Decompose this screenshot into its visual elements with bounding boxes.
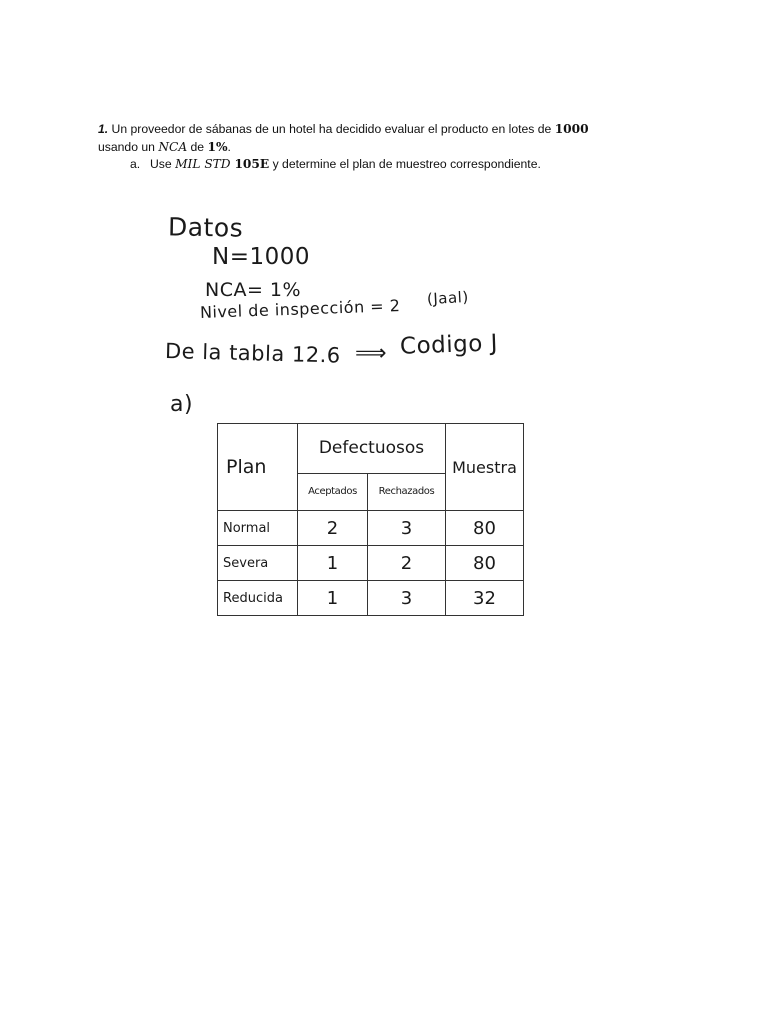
row-muestra: 80 — [446, 546, 524, 581]
row-aceptados: 1 — [298, 581, 368, 616]
item-text-1: Use — [150, 157, 176, 171]
problem-text-4: . — [227, 139, 231, 154]
row-aceptados: 1 — [298, 546, 368, 581]
item-standard-code: 105E — [234, 157, 270, 171]
header-plan: Plan — [218, 424, 298, 511]
table-header-row — [218, 424, 524, 474]
header-aceptados: Aceptados — [298, 473, 368, 510]
row-rechazados: 3 — [368, 581, 446, 616]
part-a-label: a) — [170, 392, 194, 417]
nca-symbol: NCA — [158, 139, 188, 154]
row-muestra: 80 — [446, 511, 524, 546]
problem-line-2 — [98, 139, 678, 157]
inspection-level-line: Nivel de inspección = 2 — [199, 296, 401, 322]
table-row — [218, 511, 524, 546]
problem-text-1: Un proveedor de sábanas de un hotel ha decidido evaluar el producto en lotes de — [108, 122, 555, 136]
row-plan-name: Severa — [218, 546, 298, 581]
nca-value: 1% — [207, 139, 228, 154]
table-reference-line: De la tabla 12.6 — [164, 339, 341, 368]
row-muestra: 32 — [446, 581, 524, 616]
problem-number: 1. — [98, 122, 109, 136]
row-rechazados: 2 — [368, 546, 446, 581]
row-plan-name: Reducida — [218, 581, 298, 616]
item-text-2: y determine el plan de muestreo correspondiente. — [269, 157, 541, 171]
problem-text-3: de — [187, 139, 208, 154]
lot-size-line: N=1000 — [212, 244, 311, 270]
header-muestra: Muestra — [446, 424, 524, 511]
inspection-level-note: (Jaal) — [426, 287, 470, 309]
header-defectuosos: Defectuosos — [298, 424, 446, 474]
arrow-right-icon: ⟹ — [355, 341, 388, 366]
problem-statement — [98, 121, 678, 174]
row-rechazados: 3 — [368, 511, 446, 546]
table-row — [218, 581, 524, 616]
item-standard: MIL STD — [175, 157, 235, 171]
item-marker: a. — [130, 157, 141, 171]
row-aceptados: 2 — [298, 511, 368, 546]
problem-line-1 — [98, 121, 678, 139]
header-rechazados: Rechazados — [368, 473, 446, 510]
lot-size: 1000 — [554, 122, 589, 136]
problem-text-2: usando un — [98, 139, 159, 154]
row-plan-name: Normal — [218, 511, 298, 546]
nca-line: NCA= 1% — [205, 279, 302, 301]
table-row — [218, 546, 524, 581]
problem-item-a — [98, 156, 678, 174]
datos-title: Datos — [167, 212, 244, 243]
sampling-plan-table — [217, 423, 524, 616]
code-letter-line: Codigo J — [399, 330, 499, 360]
